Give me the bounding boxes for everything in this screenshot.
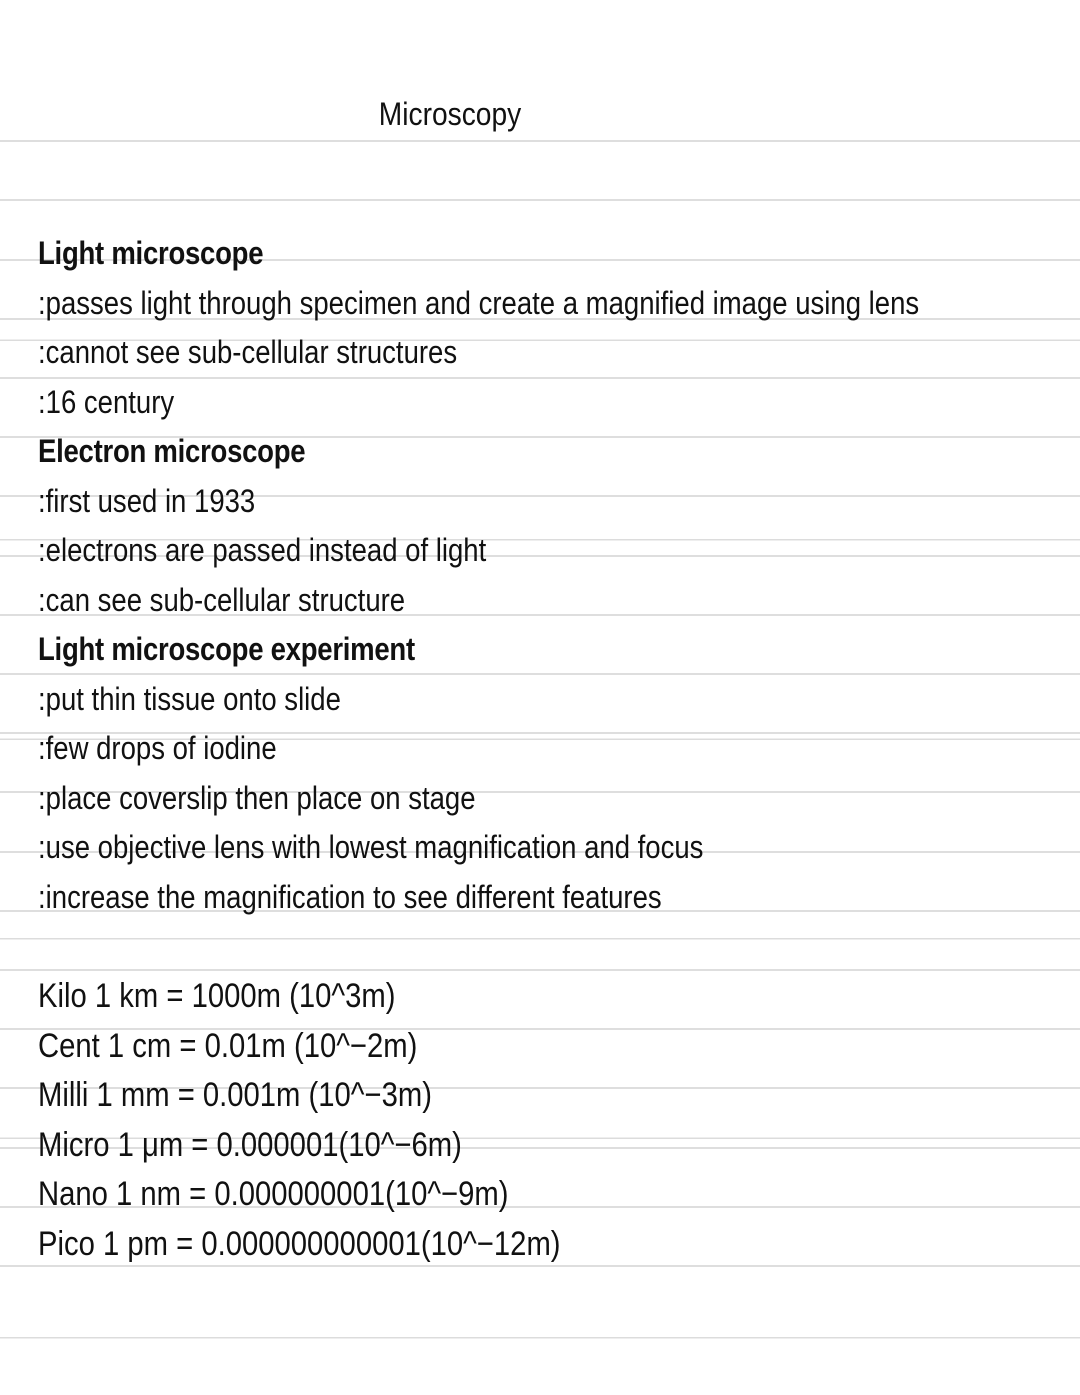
note-line: :increase the magnification to see different features (38, 878, 662, 915)
note-line: :passes light through specimen and create a magnified image using lens (38, 284, 920, 321)
unit-line: Kilo 1 km = 1000m (10^3m) (38, 977, 396, 1015)
note-line: :first used in 1933 (38, 482, 256, 519)
note-line: :can see sub-cellular structure (38, 581, 406, 618)
unit-line: Cent 1 cm = 0.01m (10^−2m) (38, 1026, 418, 1065)
notes-body (38, 229, 1038, 922)
ruled-line (0, 140, 1080, 142)
note-line: :cannot see sub-cellular structures (38, 334, 458, 370)
unit-line: Milli 1 mm = 0.001m (10^−3m) (38, 1076, 432, 1114)
note-line: :place coverslip then place on stage (38, 779, 476, 816)
unit-line: Micro 1 μm = 0.000001(10^−6m) (38, 1125, 462, 1164)
section-heading: Light microscope (38, 235, 264, 271)
note-line: :16 century (38, 383, 175, 420)
note-line: :use objective lens with lowest magnification and focus (38, 829, 704, 865)
section-heading: Electron microscope (38, 433, 306, 469)
note-line: :put thin tissue onto slide (38, 680, 341, 717)
unit-line: Pico 1 pm = 0.000000000001(10^−12m) (38, 1224, 561, 1263)
unit-line: Nano 1 nm = 0.000000001(10^−9m) (38, 1175, 509, 1213)
note-line: :few drops of iodine (38, 730, 277, 766)
note-line: :electrons are passed instead of light (38, 532, 487, 568)
ruled-line (0, 969, 1080, 971)
page-title: Microscopy (378, 96, 522, 132)
unit-conversions (38, 972, 1038, 1269)
ruled-line (0, 199, 1080, 201)
section-heading: Light microscope experiment (38, 631, 415, 667)
